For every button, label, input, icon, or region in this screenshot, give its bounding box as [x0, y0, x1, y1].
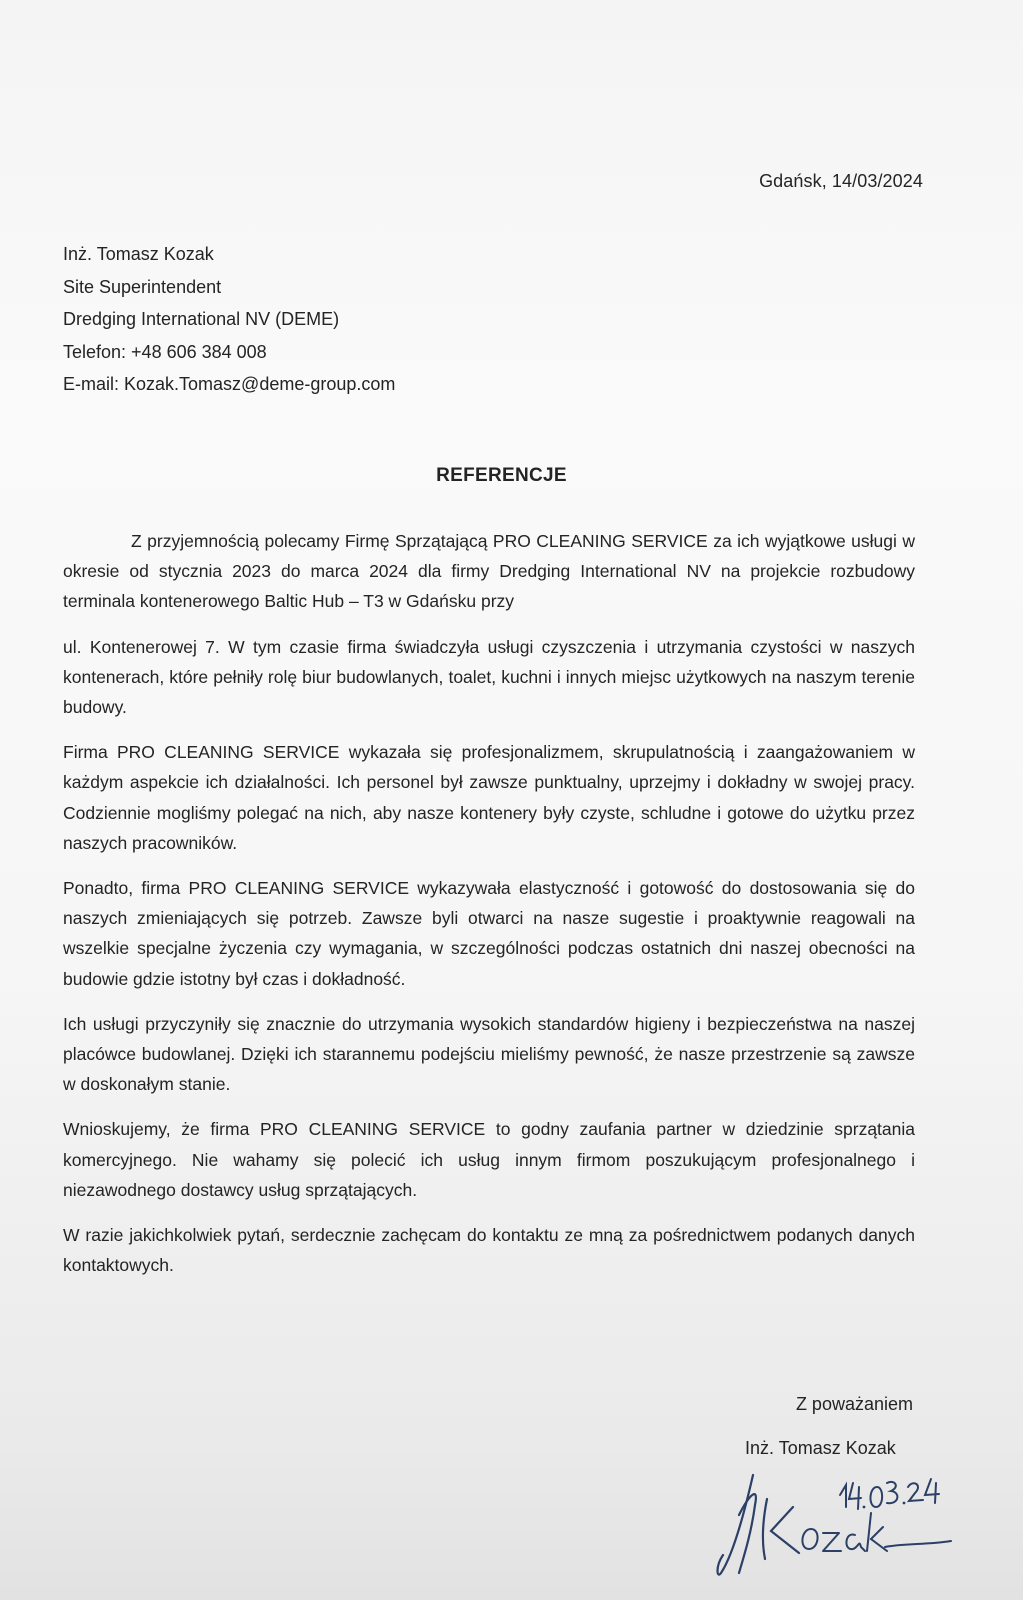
sender-phone: Telefon: +48 606 384 008	[63, 341, 267, 362]
sender-email: E-mail: Kozak.Tomasz@deme-group.com	[63, 374, 396, 394]
paragraph-3: Firma PRO CLEANING SERVICE wykazała się profesjonalizmem, skrupulatnością i zaangażowaniem w każdym aspekcie ich działalności. Ich personel był zawsze punktualny, uprzejmy i dokładny w swojej pracy. Codziennie mogliśmy polegać na nich, aby nasze kontenery były czyste, schludne i gotowe do użytku przez naszych pracowników.	[63, 742, 915, 853]
paragraph-2: ul. Kontenerowej 7. W tym czasie firma świadczyła usługi czyszczenia i utrzymania czystości w naszych kontenerach, które pełniły rolę biur budowlanych, toalet, kuchni i innych miejsc użytkowych na naszym terenie budowy.	[63, 636, 915, 718]
signatory-name: Inż. Tomasz Kozak	[745, 1438, 896, 1458]
letter-title: REFERENCJE	[436, 465, 567, 486]
paragraph-4: Ponadto, firma PRO CLEANING SERVICE wykazywała elastyczność i gotowość do dostosowania się do naszych zmieniających się potrzeb. Zawsze byli otwarci na nasze sugestie i proaktywnie reagowali na wszelkie specjalne życzenia czy wymagania, w szczególności podczas ostatnich dni naszej obecności na budowie gdzie istotny był czas i dokładność.	[63, 878, 915, 989]
letter-body	[63, 526, 915, 1295]
sender-block	[63, 238, 395, 401]
paragraph-7: W razie jakichkolwiek pytań, serdecznie zachęcam do kontaktu ze mną za pośrednictwem podanych danych kontaktowych.	[63, 1225, 915, 1276]
sender-name: Inż. Tomasz Kozak	[63, 244, 214, 264]
closing-salutation: Z poważaniem	[795, 1394, 913, 1414]
sender-company: Dredging International NV (DEME)	[63, 309, 340, 329]
handwritten-signature	[715, 1455, 970, 1585]
paragraph-1: Z przyjemnością polecamy Firmę Sprzątającą PRO CLEANING SERVICE za ich wyjątkowe usługi w okresie od stycznia 2023 do marca 2024 dla firmy Dredging International NV na projekcie rozbudowy terminala kontenerowego Baltic Hub – T3 w Gdańsku przy	[63, 531, 915, 612]
sender-position: Site Superintendent	[63, 276, 222, 297]
paragraph-6: Wnioskujemy, że firma PRO CLEANING SERVICE to godny zaufania partner w dziedzinie sprzątania komercyjnego. Nie wahamy się polecić ich usług innym firmom poszukującym profesjonalnego i niezawodnego dostawcy usług sprzątających.	[63, 1119, 915, 1200]
place-date: Gdańsk, 14/03/2024	[759, 171, 923, 191]
paragraph-5: Ich usługi przyczyniły się znacznie do utrzymania wysokich standardów higieny i bezpieczeństwa na naszej placówce budowlanej. Dzięki ich starannemu podejściu mieliśmy pewność, że nasze przestrzenie są zawsze w doskonałym stanie.	[63, 1013, 915, 1095]
